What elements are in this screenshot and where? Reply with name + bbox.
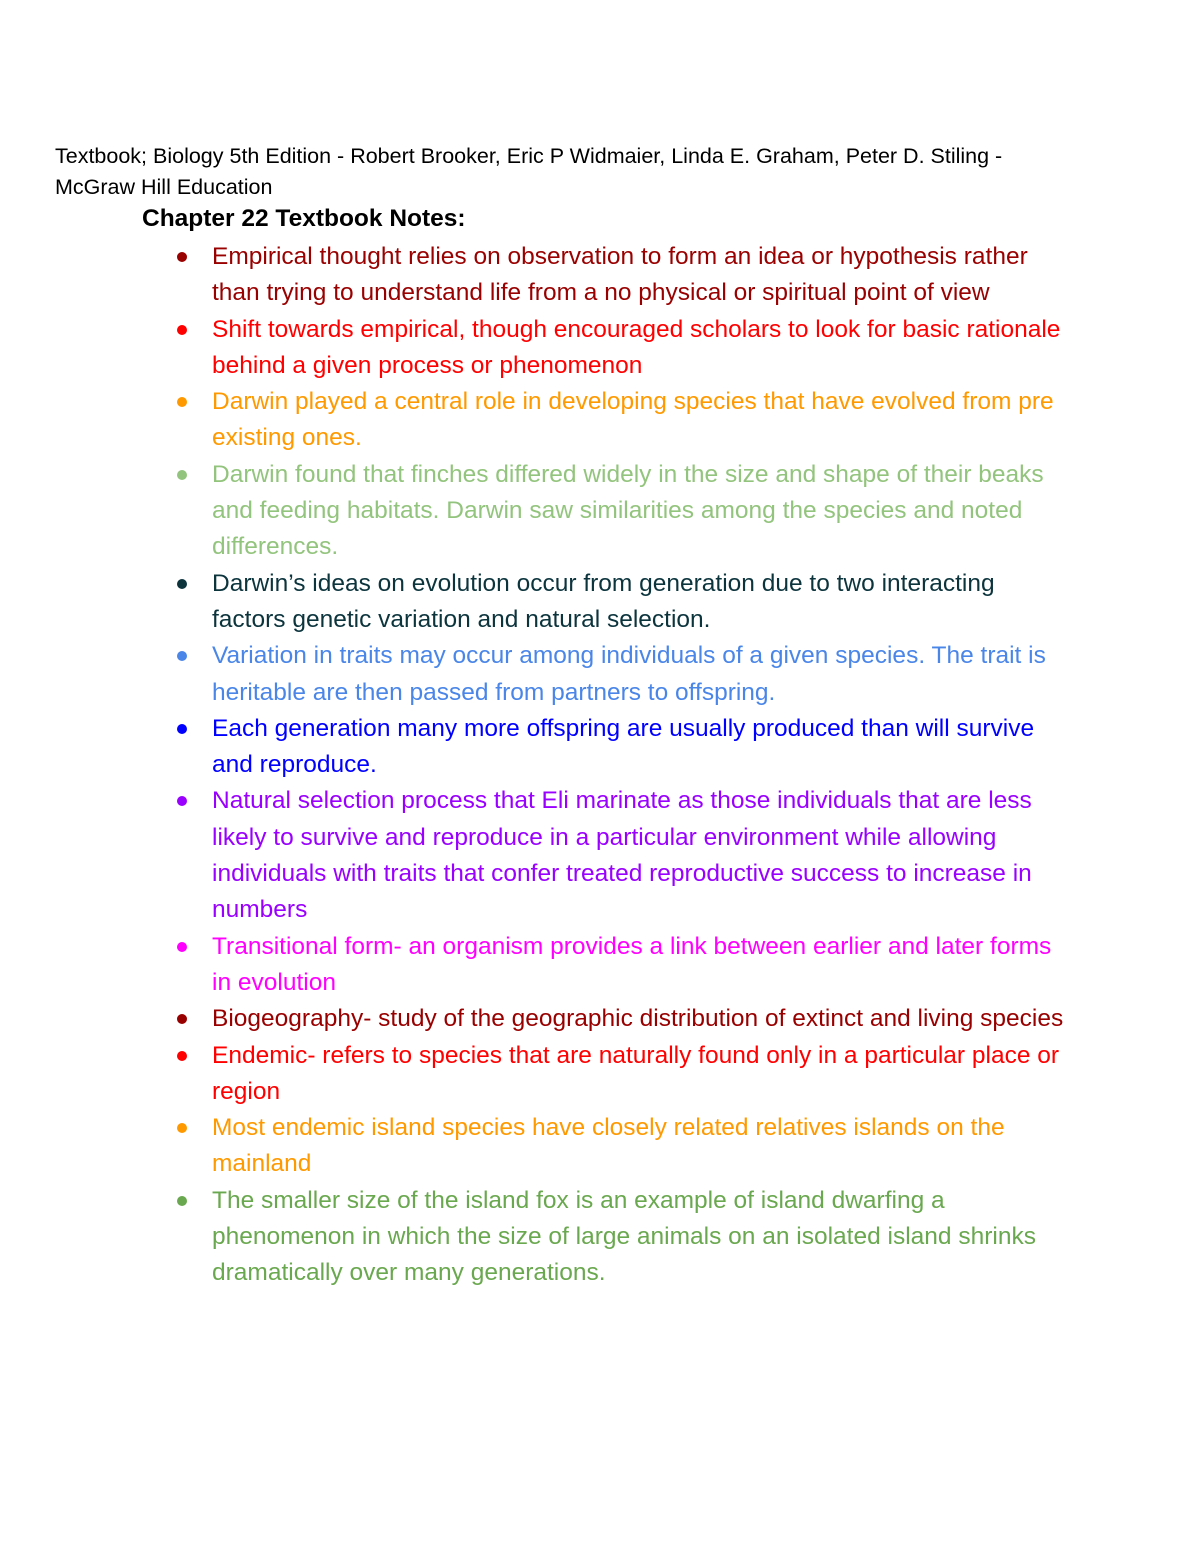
note-text: The smaller size of the island fox is an example of island dwarfing a phenomenon in which the size of large animals on an isolated island shrinks dramatically over many generations.: [212, 1186, 1036, 1287]
note-text: Natural selection process that Eli marinate as those individuals that are less likely to survive and reproduce in a particular environment while allowing individuals with traits that confer treated reproductive success to increase in numbers: [212, 787, 1032, 924]
bullet-icon: [177, 252, 187, 262]
note-item: [212, 783, 1072, 928]
note-text: Each generation many more offspring are usually produced than will survive and reproduce.: [212, 714, 1035, 779]
note-text: Shift towards empirical, though encouraged scholars to look for basic rationale behind a given process or phenomenon: [212, 315, 1061, 379]
note-item: [212, 566, 1072, 639]
bullet-icon: [177, 325, 187, 335]
note-text: Endemic- refers to species that are naturally found only in a particular place or region: [212, 1041, 1060, 1105]
textbook-source-line: Textbook; Biology 5th Edition - Robert Brooker, Eric P Widmaier, Linda E. Graham, Peter D. Stiling - McGraw Hill Education: [55, 144, 1003, 199]
bullet-icon: [177, 942, 187, 952]
note-text: Biogeography- study of the geographic distribution of extinct and living species: [212, 1005, 1064, 1033]
chapter-heading: Chapter 22 Textbook Notes:: [142, 205, 466, 232]
bullet-icon: [177, 796, 187, 806]
note-item: [212, 1001, 1072, 1037]
note-text: Transitional form- an organism provides a link between earlier and later forms in evolution: [212, 932, 1052, 996]
note-text: Variation in traits may occur among individuals of a given species. The trait is heritable are then passed from partners to offspring.: [212, 642, 1046, 706]
bullet-icon: [177, 579, 187, 589]
note-item: [212, 711, 1072, 784]
note-item: [212, 1038, 1072, 1111]
note-text: Darwin found that finches differed widely in the size and shape of their beaks and feeding habitats. Darwin saw similarities among the species and noted differences.: [212, 460, 1044, 561]
note-item: [212, 312, 1072, 385]
note-item: [212, 1183, 1072, 1292]
note-item: [212, 1110, 1072, 1183]
note-item: [212, 384, 1072, 457]
bullet-icon: [177, 470, 187, 480]
bullet-icon: [177, 1123, 187, 1133]
note-text: Most endemic island species have closely related relatives islands on the mainland: [212, 1114, 1005, 1178]
bullet-icon: [177, 397, 187, 407]
note-item: [212, 457, 1072, 566]
note-text: Darwin played a central role in developing species that have evolved from pre existing ones.: [212, 388, 1054, 452]
note-item: [212, 929, 1072, 1002]
note-item: [212, 239, 1072, 312]
bullet-icon: [177, 1014, 187, 1024]
note-text: Darwin’s ideas on evolution occur from generation due to two interacting factors genetic variation and natural selection.: [212, 569, 995, 633]
bullet-icon: [177, 1051, 187, 1061]
note-text: Empirical thought relies on observation to form an idea or hypothesis rather than trying to understand life from a no physical or spiritual point of view: [212, 243, 1028, 307]
bullet-icon: [177, 651, 187, 661]
bullet-icon: [177, 1196, 187, 1206]
bullet-icon: [177, 724, 187, 734]
notes-list: [212, 239, 1072, 1292]
note-item: [212, 638, 1072, 711]
